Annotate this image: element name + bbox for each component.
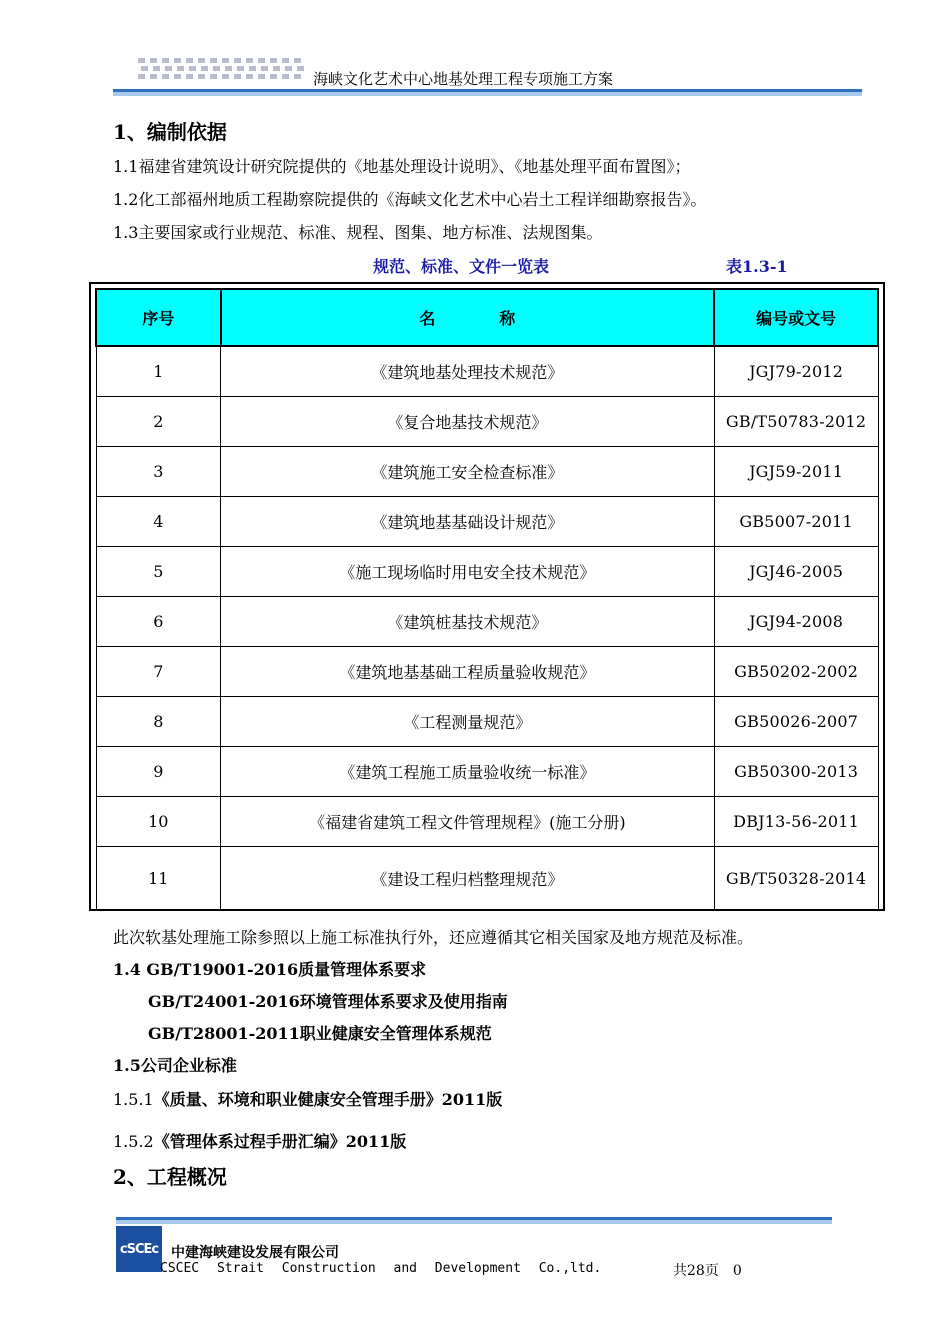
cell-code: GB/T50783-2012	[714, 397, 878, 447]
decor-square	[282, 74, 289, 79]
footer-rule-light	[116, 1220, 832, 1224]
cell-name: 《施工现场临时用电安全技术规范》	[221, 547, 715, 597]
item-1-5-1	[113, 1087, 502, 1110]
decor-square	[150, 58, 157, 63]
section-heading-1: 1、编制依据	[113, 120, 227, 144]
table-row	[96, 346, 878, 397]
decor-square	[234, 58, 241, 63]
decor-square	[270, 74, 277, 79]
cell-code: JGJ94-2008	[714, 597, 878, 647]
cell-index: 1	[96, 346, 221, 397]
table-row	[96, 747, 878, 797]
decor-square	[294, 74, 301, 79]
decor-square	[177, 66, 184, 71]
item-1-5: 1.5公司企业标准	[113, 1056, 237, 1075]
item-1-5-1-text: 《质量、环境和职业健康安全管理手册》2011版	[153, 1090, 503, 1109]
document-title: 海峡文化艺术中心地基处理工程专项施工方案	[313, 70, 614, 88]
item-1-2: 1.2化工部福州地质工程勘察院提供的《海峡文化艺术中心岩土工程详细勘察报告》。	[113, 190, 707, 209]
decor-square	[258, 74, 265, 79]
header-code: 编号或文号	[714, 289, 878, 346]
item-1-5-2-number: 1.5.2	[113, 1132, 154, 1151]
cell-code: GB/T50328-2014	[714, 847, 878, 911]
cell-code: JGJ59-2011	[714, 447, 878, 497]
table-row	[96, 597, 878, 647]
cell-index: 7	[96, 647, 221, 697]
item-1-3: 1.3主要国家或行业规范、标准、规程、图集、地方标准、法规图集。	[113, 223, 603, 242]
decor-square	[186, 58, 193, 63]
cell-index: 4	[96, 497, 221, 547]
cell-code: GB50300-2013	[714, 747, 878, 797]
cell-name: 《建设工程归档整理规范》	[221, 847, 715, 911]
decor-square	[174, 74, 181, 79]
cell-code: JGJ46-2005	[714, 547, 878, 597]
table-row	[96, 547, 878, 597]
decor-square	[162, 58, 169, 63]
cell-name: 《建筑地基基础设计规范》	[221, 497, 715, 547]
cell-name: 《工程测量规范》	[221, 697, 715, 747]
cell-code: GB50026-2007	[714, 697, 878, 747]
standards-table	[89, 282, 885, 911]
cell-index: 11	[96, 847, 221, 911]
section-heading-2: 2、工程概况	[113, 1165, 227, 1189]
header-decoration	[138, 58, 308, 84]
cell-index: 6	[96, 597, 221, 647]
item-1-4-line3: GB/T28001-2011职业健康安全管理体系规范	[148, 1024, 492, 1043]
decor-square	[222, 58, 229, 63]
decor-square	[198, 74, 205, 79]
decor-square	[165, 66, 172, 71]
decor-square	[138, 58, 145, 63]
decor-square	[189, 66, 196, 71]
cell-index: 3	[96, 447, 221, 497]
item-1-5-1-number: 1.5.1	[113, 1090, 154, 1109]
table-row	[96, 797, 878, 847]
item-1-4-line1: 1.4 GB/T19001-2016质量管理体系要求	[113, 960, 427, 979]
table-note: 此次软基处理施工除参照以上施工标准执行外，还应遵循其它相关国家及地方规范及标准。	[113, 928, 754, 947]
page-number: 共28页 0	[673, 1263, 742, 1279]
table-caption: 规范、标准、文件一览表	[373, 257, 550, 276]
decor-square	[273, 66, 280, 71]
header-name: 名 称	[221, 289, 715, 346]
cell-index: 2	[96, 397, 221, 447]
decor-square	[270, 58, 277, 63]
cell-name: 《复合地基技术规范》	[221, 397, 715, 447]
company-logo: cSCEc	[116, 1226, 162, 1272]
decor-square	[246, 74, 253, 79]
item-1-1: 1.1福建省建筑设计研究院提供的《地基处理设计说明》、《地基处理平面布置图》；	[113, 157, 691, 176]
table-row	[96, 647, 878, 697]
cell-name: 《建筑地基处理技术规范》	[221, 346, 715, 397]
decor-square	[222, 74, 229, 79]
cell-name: 《建筑施工安全检查标准》	[221, 447, 715, 497]
decor-square	[174, 58, 181, 63]
table-row	[96, 847, 878, 911]
decor-square	[249, 66, 256, 71]
decor-square	[282, 58, 289, 63]
item-1-4-line2: GB/T24001-2016环境管理体系要求及使用指南	[148, 992, 508, 1011]
cell-code: JGJ79-2012	[714, 346, 878, 397]
decor-square	[141, 66, 148, 71]
decor-square	[258, 58, 265, 63]
table-row	[96, 447, 878, 497]
decor-square	[162, 74, 169, 79]
decor-square	[138, 74, 145, 79]
cell-name: 《建筑地基基础工程质量验收规范》	[221, 647, 715, 697]
table-number: 表1.3-1	[726, 257, 788, 276]
cell-index: 9	[96, 747, 221, 797]
table-header-row	[96, 289, 878, 346]
decor-square	[285, 66, 292, 71]
cell-code: DBJ13-56-2011	[714, 797, 878, 847]
company-name-cn: 中建海峡建设发展有限公司	[171, 1245, 339, 1261]
decor-square	[210, 74, 217, 79]
decor-square	[237, 66, 244, 71]
decor-square	[225, 66, 232, 71]
item-1-5-2	[113, 1129, 406, 1152]
item-1-5-2-text: 《管理体系过程手册汇编》2011版	[153, 1132, 407, 1151]
decor-square	[186, 74, 193, 79]
cell-name: 《福建省建筑工程文件管理规程》(施工分册)	[221, 797, 715, 847]
table-row	[96, 397, 878, 447]
decor-square	[201, 66, 208, 71]
decor-square	[297, 66, 304, 71]
company-name-en: CSCEC Strait Construction and Development Co.,ltd.	[160, 1261, 602, 1276]
cell-name: 《建筑桩基技术规范》	[221, 597, 715, 647]
table-row	[96, 497, 878, 547]
decor-square	[210, 58, 217, 63]
decor-square	[234, 74, 241, 79]
decor-square	[213, 66, 220, 71]
decor-square	[153, 66, 160, 71]
cell-code: GB5007-2011	[714, 497, 878, 547]
header-rule-light	[113, 92, 862, 96]
cell-index: 10	[96, 797, 221, 847]
decor-square	[294, 58, 301, 63]
cell-name: 《建筑工程施工质量验收统一标准》	[221, 747, 715, 797]
decor-square	[246, 58, 253, 63]
cell-index: 8	[96, 697, 221, 747]
decor-square	[261, 66, 268, 71]
header-index: 序号	[96, 289, 221, 346]
decor-square	[150, 74, 157, 79]
cell-code: GB50202-2002	[714, 647, 878, 697]
table-row	[96, 697, 878, 747]
cell-index: 5	[96, 547, 221, 597]
decor-square	[198, 58, 205, 63]
